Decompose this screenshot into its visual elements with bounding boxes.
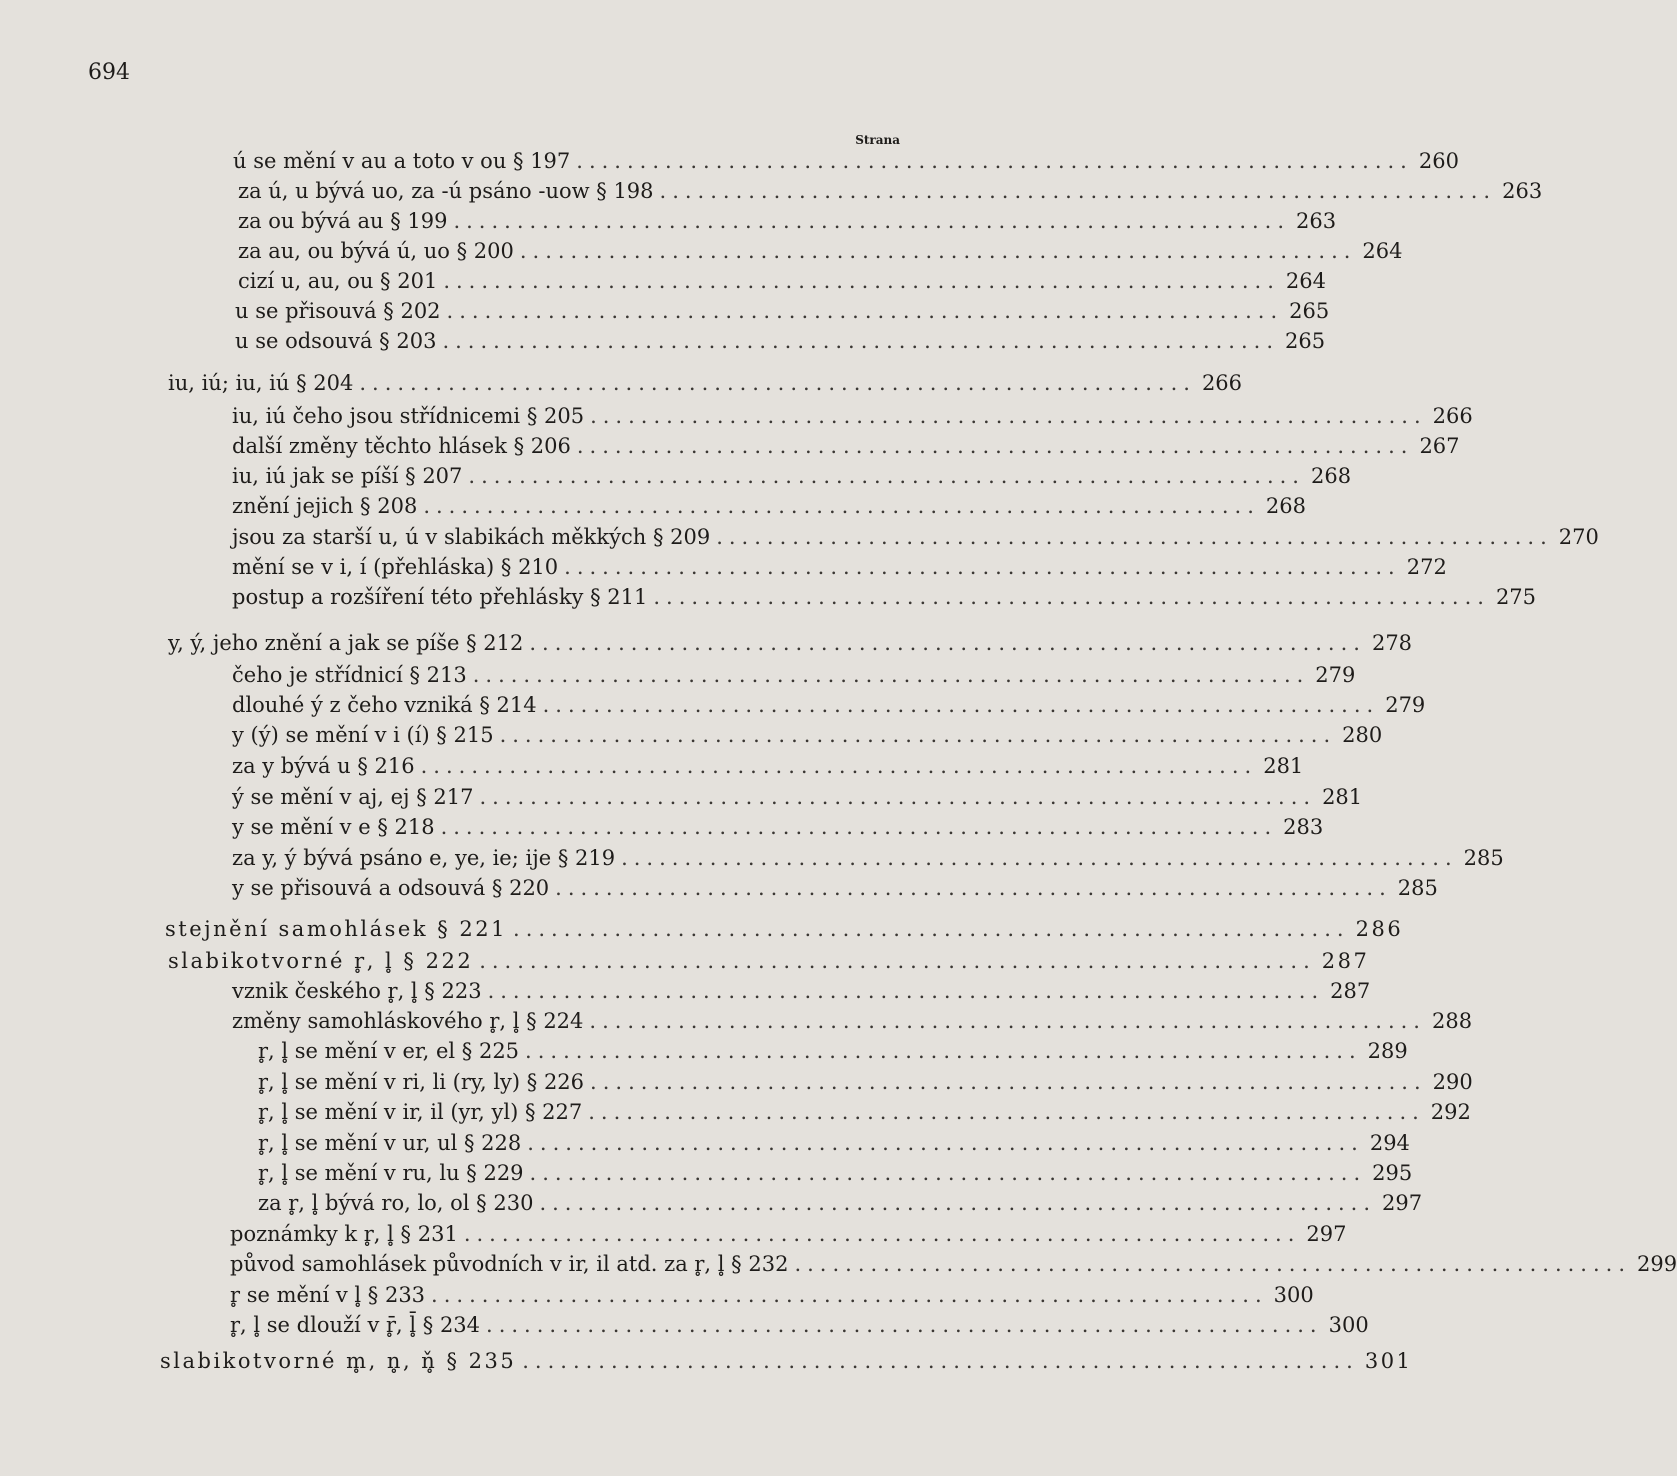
toc-entry-text: za ou bývá au § 199 [238,209,448,233]
toc-entry-text: postup a rozšíření této přehlásky § 211 [232,585,648,609]
dot-leader: .................................................................. [442,329,1280,353]
toc-entry [232,401,1473,431]
toc-entry-page: 289 [1367,1039,1408,1063]
toc-entry [232,431,1460,461]
toc-entry-page: 279 [1385,693,1426,717]
toc-entry-text: dlouhé ý z čeho vzniká § 214 [232,693,537,717]
toc-entry-text: za au, ou bývá ú, uo § 200 [238,239,514,263]
toc-entry [232,782,1363,812]
toc-entry-text: iu, iú čeho jsou střídnicemi § 205 [232,404,585,428]
toc-entry-page: 285 [1397,876,1438,900]
dot-leader: .................................................................. [519,239,1357,263]
toc-entry [238,176,1543,206]
toc-entry-page: 266 [1201,371,1243,395]
toc-entry-page: 268 [1265,494,1306,518]
toc-entry-page: 295 [1372,1161,1413,1185]
toc-entry [258,1036,1408,1066]
dot-leader: .................................................................. [440,815,1278,839]
dot-leader: .................................................................. [539,1191,1377,1215]
toc-entry-page: 267 [1419,434,1460,458]
toc-entry-text: y, ý, jeho znění a jak se píše § 212 [168,631,524,655]
dot-leader: .................................................................. [576,434,1414,458]
toc-entry [238,206,1337,236]
toc-entry-text: r̥, l̥ se mění v ri, li (ry, ly) § 226 [258,1070,585,1094]
toc-entry-page: 266 [1432,404,1473,428]
column-header: Strana [855,133,900,147]
toc-entry [233,146,1459,176]
dot-leader: .................................................................. [499,723,1337,747]
toc-entry [160,1346,1413,1376]
toc-entry-page: 299 [1637,1252,1677,1276]
toc-entry-text: cizí u, au, ou § 201 [238,269,438,293]
dot-leader: .................................................................. [468,464,1305,488]
toc-entry-text: ý se mění v aj, ej § 217 [232,785,474,809]
toc-entry [168,946,1370,976]
dot-leader: .................................................................. [529,1161,1367,1185]
dot-leader: .................................................................. [525,1039,1362,1063]
toc-entry-text: čeho je střídnicí § 213 [232,663,467,687]
toc-entry-page: 287 [1321,949,1370,973]
dot-leader: .................................................................. [487,979,1325,1003]
toc-entry-page: 270 [1558,525,1599,549]
toc-entry-page: 286 [1355,917,1404,941]
toc-entry-page: 300 [1328,1313,1369,1337]
toc-entry-page: 265 [1289,299,1330,323]
toc-entry [258,1097,1471,1127]
toc-entry-text: r̥, l̥ se mění v ur, ul § 228 [258,1131,522,1155]
toc-entry-text: iu, iú; iu, iú § 204 [168,371,354,395]
dot-leader: .................................................................. [590,1070,1427,1094]
dot-leader: .................................................................. [794,1252,1632,1276]
dot-leader: .................................................................. [431,1283,1268,1307]
dot-leader: .................................................................. [423,494,1260,518]
toc-entry [232,582,1537,612]
dot-leader: .................................................................. [479,949,1316,973]
toc-entry-page: 292 [1430,1100,1471,1124]
toc-entry [232,976,1371,1006]
toc-entry-text: r̥, l̥ se dlouží v r̥̄, l̥̄ § 234 [230,1313,481,1337]
toc-entry [165,914,1404,944]
toc-entry-text: slabikotvorné m̥, n̥, ň̥ § 235 [160,1349,517,1373]
toc-entry-page: 281 [1322,785,1363,809]
toc-entry [258,1188,1423,1218]
toc-entry-text: u se přisouvá § 202 [235,299,441,323]
toc-entry [232,751,1304,781]
toc-entry [232,491,1306,521]
toc-entry-text: r̥, l̥ se mění v er, el § 225 [258,1039,520,1063]
toc-entry-text: r̥ se mění v l̥ § 233 [230,1283,426,1307]
toc-entry [235,296,1330,326]
toc-entry-text: y (ý) se mění v i (í) § 215 [232,723,494,747]
dot-leader: .................................................................. [590,404,1427,428]
toc-entry [232,873,1438,903]
toc-entry-page: 294 [1369,1131,1410,1155]
dot-leader: .................................................................. [453,209,1291,233]
toc-entry [232,690,1426,720]
toc-entry [238,236,1403,266]
dot-leader: .................................................................. [589,1009,1426,1033]
toc-entry [258,1128,1410,1158]
toc-entry [232,720,1383,750]
toc-entry [258,1067,1473,1097]
dot-leader: .................................................................. [486,1313,1323,1337]
toc-entry [232,812,1324,842]
dot-leader: .................................................................. [522,1349,1359,1373]
toc-entry [168,368,1243,398]
dot-leader: .................................................................. [659,179,1497,203]
toc-entry-page: 264 [1285,269,1326,293]
toc-entry-text: poznámky k r̥, l̥ § 231 [230,1222,458,1246]
page-number: 694 [88,60,130,85]
toc-entry [168,628,1413,658]
toc-entry-text: iu, iú jak se píší § 207 [232,464,463,488]
toc-entry [230,1249,1677,1279]
toc-entry-page: 279 [1315,663,1356,687]
toc-entry-page: 281 [1263,754,1304,778]
dot-leader: .................................................................. [513,917,1350,941]
toc-entry [238,266,1326,296]
toc-entry-text: y se mění v e § 218 [232,815,435,839]
dot-leader: .................................................................. [472,663,1310,687]
dot-leader: .................................................................. [479,785,1317,809]
toc-entry-page: 268 [1310,464,1352,488]
dot-leader: .................................................................. [555,876,1392,900]
toc-entry [235,326,1326,356]
toc-entry [232,1006,1473,1036]
toc-entry-page: 283 [1283,815,1324,839]
toc-entry-page: 301 [1364,1349,1413,1373]
dot-leader: .................................................................. [529,631,1366,655]
dot-leader: .................................................................. [588,1100,1425,1124]
dot-leader: .................................................................. [542,693,1380,717]
toc-entry [232,552,1447,582]
toc-entry-page: 285 [1463,846,1504,870]
toc-entry-text: stejnění samohlásek § 221 [165,917,508,941]
toc-entry-page: 275 [1495,585,1537,609]
toc-entry-text: za ú, u bývá uo, za -ú psáno -uow § 198 [238,179,654,203]
toc-entry-page: 264 [1362,239,1403,263]
toc-entry-text: r̥, l̥ se mění v ru, lu § 229 [258,1161,524,1185]
toc-entry-page: 287 [1330,979,1371,1003]
toc-entry [232,522,1599,552]
toc-entry [230,1310,1369,1340]
dot-leader: .................................................................. [576,149,1413,173]
dot-leader: .................................................................. [359,371,1196,395]
toc-entry-text: r̥, l̥ se mění v ir, il (yr, yl) § 227 [258,1100,583,1124]
toc-entry-text: jsou za starší u, ú v slabikách měkkých § 209 [232,525,711,549]
dot-leader: .................................................................. [621,846,1458,870]
toc-entry-page: 297 [1382,1191,1423,1215]
toc-entry-page: 263 [1296,209,1337,233]
toc-entry-text: ú se mění v au a toto v ou § 197 [233,149,571,173]
dot-leader: .................................................................. [653,585,1490,609]
toc-entry-text: znění jejich § 208 [232,494,418,518]
dot-leader: .................................................................. [716,525,1553,549]
toc-entry-page: 260 [1418,149,1459,173]
toc-entry [230,1219,1347,1249]
toc-entry-text: y se přisouvá a odsouvá § 220 [232,876,550,900]
toc-entry-page: 297 [1306,1222,1347,1246]
toc-entry-text: původ samohlásek původních v ir, il atd. za r̥, l̥ § 232 [230,1252,789,1276]
toc-entry [258,1158,1413,1188]
toc-entry-text: u se odsouvá § 203 [235,329,437,353]
toc-entry [232,843,1504,873]
toc-entry-page: 263 [1502,179,1543,203]
toc-entry-text: vznik českého r̥, l̥ § 223 [232,979,482,1003]
toc-entry [232,461,1352,491]
toc-entry-text: změny samohláskového r̥, l̥ § 224 [232,1009,584,1033]
dot-leader: .................................................................. [564,555,1401,579]
toc-entry [230,1280,1314,1310]
dot-leader: .................................................................. [420,754,1258,778]
toc-entry-text: mění se v i, í (přehláska) § 210 [232,555,559,579]
toc-entry-text: slabikotvorné r̥, l̥ § 222 [168,949,474,973]
toc-entry-text: další změny těchto hlásek § 206 [232,434,571,458]
toc-entry [232,660,1356,690]
toc-entry-page: 300 [1273,1283,1314,1307]
toc-entry-text: za r̥, l̥ bývá ro, lo, ol § 230 [258,1191,534,1215]
dot-leader: .................................................................. [446,299,1284,323]
toc-entry-text: za y bývá u § 216 [232,754,415,778]
dot-leader: .................................................................. [463,1222,1301,1246]
toc-entry-page: 272 [1406,555,1447,579]
dot-leader: .................................................................. [443,269,1280,293]
toc-entry-page: 290 [1432,1070,1473,1094]
toc-entry-page: 278 [1371,631,1413,655]
toc-entry-text: za y, ý bývá psáno e, ye, ie; ije § 219 [232,846,616,870]
toc-entry-page: 280 [1342,723,1383,747]
toc-entry-page: 288 [1431,1009,1473,1033]
dot-leader: .................................................................. [527,1131,1364,1155]
toc-entry-page: 265 [1285,329,1326,353]
